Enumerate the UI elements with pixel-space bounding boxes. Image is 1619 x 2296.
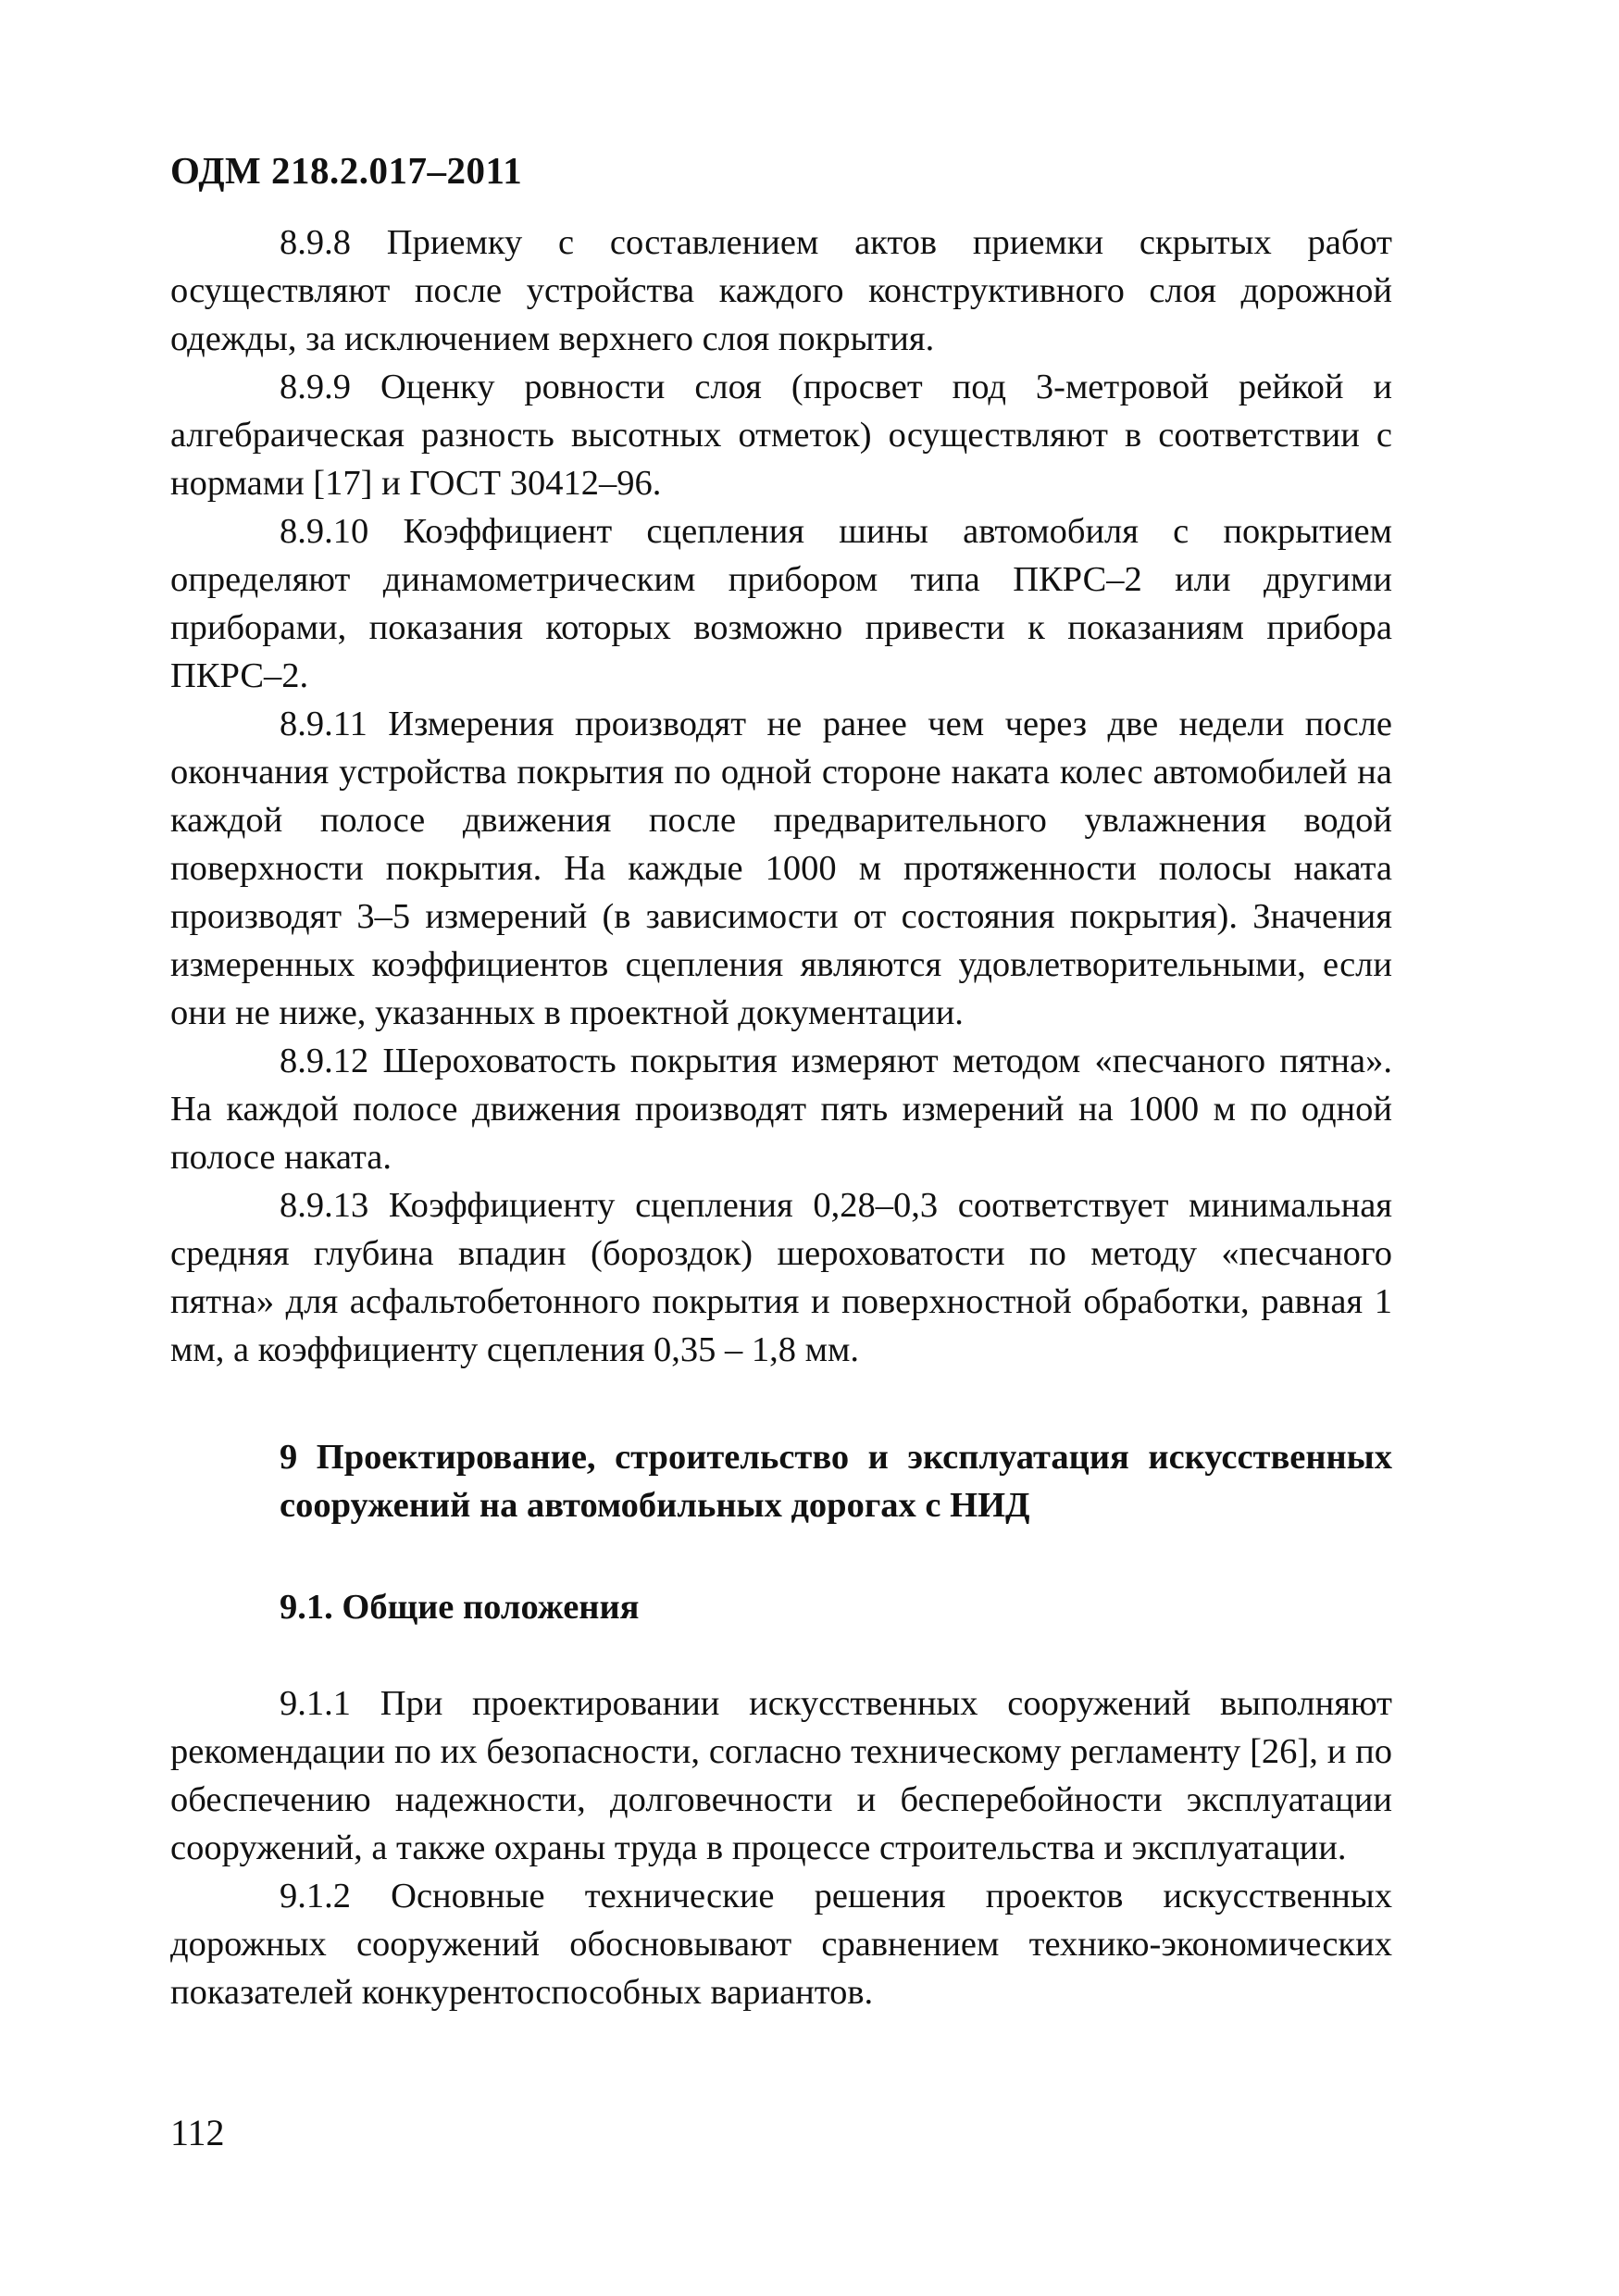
page-number: 112 <box>170 2112 225 2153</box>
body-text-top <box>170 218 1392 1374</box>
section-heading: 9 Проектирование, строительство и эксплуатация искусственных сооружений на автомобильных дорогах с НИД <box>280 1438 1392 1525</box>
paragraph-8-9-8: 8.9.8 Приемку с составлением актов приемки скрытых работ осуществляют после устройства каждого конструктивного слоя дорожной одежды, за исключением верхнего слоя покрытия. <box>170 223 1392 358</box>
document-code: ОДМ 218.2.017–2011 <box>170 149 523 192</box>
paragraph-9-1-1: 9.1.1 При проектировании искусственных сооружений выполняют рекомендации по их безопасности, согласно техническому регламенту [26], и по обеспечению надежности, долговечности и бесперебойности эксплуатации сооружений, а также охраны труда в процессе строительства и эксплуатации. <box>170 1684 1392 1867</box>
paragraph-8-9-9: 8.9.9 Оценку ровности слоя (просвет под 3-метровой рейкой и алгебраическая разность высотных отметок) осуществляют в соответствии с нормами [17] и ГОСТ 30412–96. <box>170 368 1392 503</box>
paragraph-8-9-10: 8.9.10 Коэффициент сцепления шины автомобиля с покрытием определяют динамометрическим прибором типа ПКРС–2 или другими приборами, показания которых возможно привести к показаниям прибора ПКРС–2. <box>170 512 1392 695</box>
paragraph-9-1-2: 9.1.2 Основные технические решения проектов искусственных дорожных сооружений обосновывают сравнением технико-экономических показателей конкурентоспособных вариантов. <box>170 1877 1392 2012</box>
body-text-bottom <box>170 1679 1392 2016</box>
paragraph-8-9-12: 8.9.12 Шероховатость покрытия измеряют методом «песчаного пятна». На каждой полосе движения производят пять измерений на 1000 м по одной полосе наката. <box>170 1042 1392 1177</box>
subsection-heading: 9.1. Общие положения <box>280 1588 640 1627</box>
paragraph-8-9-13: 8.9.13 Коэффициенту сцепления 0,28–0,3 соответствует минимальная средняя глубина впадин (бороздок) шероховатости по методу «песчаного пятна» для асфальтобетонного покрытия и поверхностной обработки, равная 1 мм, а коэффициенту сцепления 0,35 – 1,8 мм. <box>170 1186 1392 1369</box>
paragraph-8-9-11: 8.9.11 Измерения производят не ранее чем через две недели после окончания устройства покрытия по одной стороне наката колес автомобилей на каждой полосе движения после предварительного увлажнения водой поверхности покрытия. На каждые 1000 м протяженности полосы наката производят 3–5 измерений (в зависимости от состояния покрытия). Значения измеренных коэффициентов сцепления являются удовлетворительными, если они не ниже, указанных в проектной документации. <box>170 705 1392 1032</box>
